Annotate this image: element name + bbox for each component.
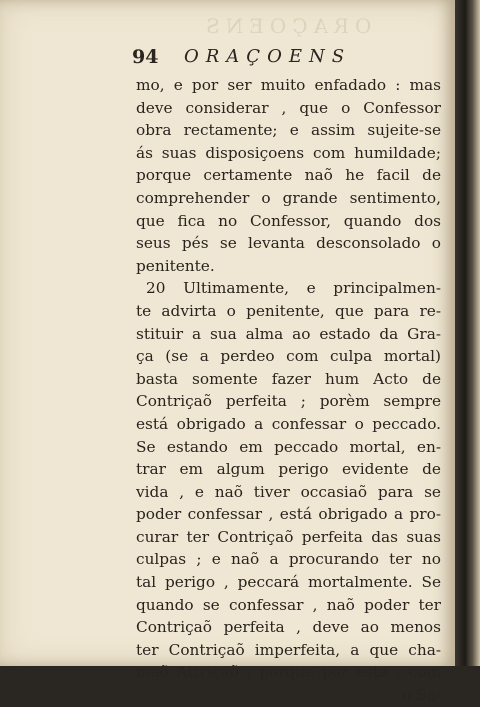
text-line: Contriçaõ perfeita ; porèm sempre [136, 392, 441, 411]
text-line: culpas ; e naõ a procurando ter no [136, 550, 441, 569]
text-line: penitente. [136, 256, 215, 275]
text-line: comprehender o grande sentimento, [136, 188, 441, 207]
body-text [136, 74, 441, 707]
text-line: está obrigado a confessar o peccado. [136, 414, 441, 433]
text-line: ter Contriçaõ imperfeita, a que cha- [136, 640, 441, 659]
text-line: curar ter Contriçaõ perfeita das suas [136, 527, 441, 546]
text-line: obra rectamente; e assim sujeite-se [136, 121, 441, 140]
text-line: mo, e por ser muito enfadado : mas [136, 76, 441, 94]
show-through-text: ORAÇOENS [200, 14, 372, 38]
text-line: tal perigo , peccará mortalmente. Se [136, 573, 441, 592]
text-line: que fica no Confessor, quando dos [136, 211, 441, 230]
text-line: basta somente fazer hum Acto de [136, 369, 441, 388]
page-number: 94 [132, 46, 159, 68]
running-title: ORAÇOENS [184, 46, 352, 67]
text-line: stituir a sua alma ao estado da Gra- [136, 324, 441, 343]
text-line: trar em algum perigo evidente de [136, 460, 441, 479]
text-line: porque certamente naõ he facil de [136, 166, 441, 185]
text-line: quando se confessar , naõ poder ter [136, 595, 441, 614]
book-spine [455, 0, 480, 666]
catchword-line: o Sa- [402, 686, 441, 705]
text-line: deve considerar , que o Confessor [136, 98, 441, 117]
text-line: ás suas disposiçoens com humildade; [136, 143, 441, 162]
text-line: Se estando em peccado mortal, en- [136, 437, 441, 456]
paragraph-start-line: 20 Ultimamente, e principalmen- [146, 279, 441, 298]
text-line: seus pés se levanta desconsolado o [136, 234, 441, 253]
page-header [132, 46, 432, 76]
text-line: ça (se a perdeo com culpa mortal) [136, 347, 441, 366]
text-line: te advirta o penitente, que para re- [136, 301, 441, 320]
text-line: poder confessar , está obrigado a pro- [136, 505, 441, 524]
text-line: Contriçaõ perfeita , deve ao menos [136, 618, 441, 637]
text-line: vida , e naõ tiver occasiaõ para se [136, 482, 441, 501]
text-line: maõ Attriçaõ , porque por esta , com [136, 663, 441, 682]
